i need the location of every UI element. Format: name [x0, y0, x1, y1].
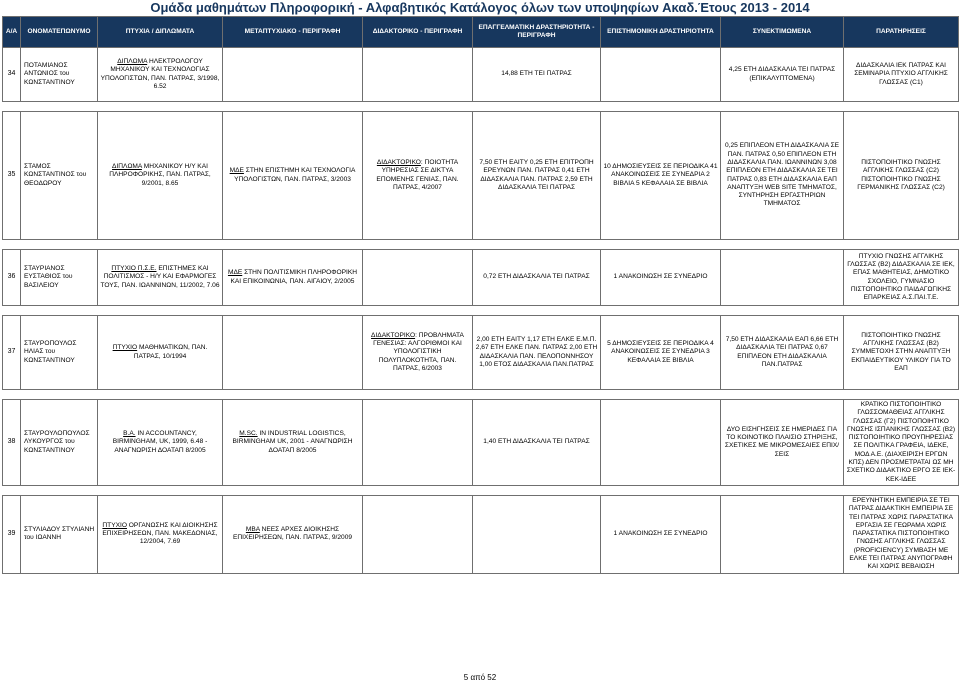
- table-row: [3, 48, 959, 102]
- notes-cell-notes-text: ΚΡΑΤΙΚΟ ΠΙΣΤΟΠΟΙΗΤΙΚΟ ΓΛΩΣΣΟΜΑΘΕΙΑΣ ΑΓΓΛΙΚΗΣ ΓΛΩΣΣΑΣ (Γ2) ΠΙΣΤΟΠΟΙΗΤΙΚΟ ΓΝΩΣΗΣ ΙΣΠΑΝΙΚΗΣ ΓΛΩΣΣΑΣ (Β2) ΠΙΣΤΟΠΟΙΗΤΙΚΟ ΠΡΟΥΠΗΡΕΣΙΑΣ ΣΕ ΠΟΛΙΤΙΚΑ ΓΡΑΦΕΙΑ, ΙΔΕΚΕ, ΜΟΔ Α.Ε. (ΔΙΑΧΕΙΡΙΣΗ ΕΡΓΩΝ ΚΠΣ) ΔΕΝ ΠΡΟΣΜΕΤΡΑΤΑΙ ΩΣ ΜΗ ΣΧΕΤΙΚΟ ΔΙΔΑΚΤΙΚΟ ΕΡΓΟ ΣΕ ΙΕΚ-ΚΕΚ-ΙΔΕΕ: [846, 401, 956, 483]
- row-number-cell: [3, 250, 21, 306]
- evaluated-cell: [721, 48, 844, 102]
- professional-cell: [473, 48, 601, 102]
- masters-cell-master-u-text: ΜΔΕ: [229, 167, 244, 175]
- professional-cell-professional-text: 2,00 ΕΤΗ ΕΑΙΤΥ 1,17 ΕΤΗ ΕΛΚΕ Ε.Μ.Π. 2,67 ΕΤΗ ΕΛΚΕ ΠΑΝ. ΠΑΤΡΑΣ 2,00 ΕΤΗ ΔΙΔΑΣΚΑΛΙΑ ΠΑΝ. ΠΕΛΟΠΟΝΝΗΣΟΥ 1,00 ΕΤΟΣ ΔΙΔΑΣΚΑΛΙΑ ΠΑΝ.ΠΑΤΡΑΣ: [475, 335, 598, 368]
- scientific-cell: [601, 400, 721, 486]
- masters-cell-master-u-text: ΜΒΑ: [245, 526, 260, 533]
- phd-cell: [363, 400, 473, 486]
- phd-cell-phd-u-text: ΔΙΔΑΚΤΟΡΙΚΟ: [376, 158, 421, 166]
- evaluated-cell: [721, 250, 844, 306]
- notes-cell-notes-text: ΔΙΔΑΣΚΑΛΙΑ ΙΕΚ ΠΑΤΡΑΣ ΚΑΙ ΣΕΜΙΝΑΡΙΑ ΠΤΥΧΙΟ ΑΓΓΛΙΚΗΣ ΓΛΩΣΣΑΣ (C1): [854, 62, 948, 86]
- separator-cell: [98, 485, 223, 495]
- candidate-name-cell-name-text: ΣΤΑΥΡΟΥΛΟΠΟΥΛΟΣ ΛΥΚΟΥΡΓΟΣ του ΚΩΝΣΤΑΝΤΙΝΟΥ: [24, 430, 90, 454]
- degree-cell-degree-text: ΗΛΕΚΤΡΟΛΟΓΟΥ ΜΗΧΑΝΙΚΟΥ ΚΑΙ ΤΕΧΝΟΛΟΓΙΑΣ ΥΠΟΛΟΓΙΣΤΩΝ, ΠΑΝ. ΠΑΤΡΑΣ, 3/1998, 6.52: [100, 57, 220, 90]
- evaluated-cell-evaluated-text: ΔΥΟ ΕΙΣΗΓΗΣΕΙΣ ΣΕ ΗΜΕΡΙΔΕΣ ΓΙΑ ΤΟ ΚΟΙΝΟΤΙΚΟ ΠΛΑΙΣΙΟ ΣΤΗΡΙΞΗΣ, ΣΧΕΤΙΚΕΣ ΜΕ ΜΙΚΡΟΜΕΣΑΙΕΣ ΕΠΙΧ/ΣΕΙΣ: [724, 425, 840, 458]
- separator-cell: [363, 306, 473, 316]
- table-row: [3, 112, 959, 240]
- notes-cell-notes-text: ΕΡΕΥΝΗΤΙΚΗ ΕΜΠΕΙΡΙΑ ΣΕ ΤΕΙ ΠΑΤΡΑΣ ΔΙΔΑΚΤΙΚΗ ΕΜΠΕΙΡΙΑ ΣΕ ΤΕΙ ΠΑΤΡΑΣ ΧΩΡΙΣ ΠΑΡΑΣΤΑΤΙΚΑ ΕΡΓΑΣΙΑ ΣΕ ΓΕΩΡΑΜΑ ΧΩΡΙΣ ΠΑΡΑΣΤΑΤΙΚΑ ΠΙΣΤΟΠΟΙΗΤΙΚΟ ΓΝΩΣΗΣ ΑΓΓΛΙΚΗΣ ΓΛΩΣΣΑΣ (PROFICIENCY) ΣΥΜΒΑΣΗ ΜΕ ΕΛΚΕ ΤΕΙ ΠΑΤΡΑΣ ΑΝΥΠΟΓΡΑΦΗ ΚΑΙ ΧΩΡΙΣ ΒΕΒΑΙΩΣΗ: [848, 496, 954, 571]
- scientific-cell-scientific-text: 1 ΑΝΑΚΟΙΝΩΣΗ ΣΕ ΣΥΝΕΔΡΙΟ: [613, 530, 708, 538]
- separator-cell: [473, 102, 601, 112]
- separator-cell: [473, 240, 601, 250]
- row-number-cell-num-text: 35: [7, 171, 16, 179]
- degree-cell-degree-text: ΜΑΘΗΜΑΤΙΚΩΝ, ΠΑΝ. ΠΑΤΡΑΣ, 10/1994: [133, 344, 208, 360]
- separator-cell: [3, 485, 21, 495]
- candidate-name-cell-name-text: ΣΤΑΥΡΙΑΝΟΣ ΕΥΣΤΑΘΙΟΣ του ΒΑΣΙΛΕΙΟΥ: [24, 265, 73, 289]
- scientific-cell: [601, 316, 721, 390]
- degree-cell: [98, 400, 223, 486]
- candidate-name-cell-name-text: ΠΟΤΑΜΙΑΝΟΣ ΑΝΤΩΝΙΟΣ του ΚΩΝΣΤΑΝΤΙΝΟΥ: [24, 62, 75, 86]
- professional-cell: [473, 495, 601, 573]
- candidate-name-cell: [21, 316, 98, 390]
- notes-cell-notes-text: ΠΤΥΧΙΟ ΓΝΩΣΗΣ ΑΓΓΛΙΚΗΣ ΓΛΩΣΣΑΣ (Β2) ΔΙΔΑΣΚΑΛΙΑ ΣΕ ΙΕΚ, ΕΠΑΣ ΜΑΘΗΤΕΙΑΣ, ΔΗΜΟΤΙΚΟ ΣΧΟΛΕΙΟ, ΓΥΜΝΑΣΙΟ ΠΙΣΤΟΠΟΙΗΤΙΚΟ ΠΑΙΔΑΓΩΓΙΚΗΣ ΕΠΑΡΚΕΙΑΣ Α.Σ.ΠΑΙ.Τ.Ε.: [847, 252, 955, 302]
- row-number-cell-num-text: 37: [7, 348, 16, 356]
- candidate-name-cell: [21, 112, 98, 240]
- notes-cell: [844, 316, 959, 390]
- masters-cell: [223, 400, 363, 486]
- phd-cell-phd-u-text: ΔΙΔΑΚΤΟΡΙΚΟ: [371, 331, 416, 339]
- separator-cell: [721, 240, 844, 250]
- separator-cell: [363, 485, 473, 495]
- separator-cell: [21, 102, 98, 112]
- degree-cell-degree-text: ΜΗΧΑΝΙΚΟΥ Η/Υ ΚΑΙ ΠΛΗΡΟΦΟΡΙΚΗΣ, ΠΑΝ. ΠΑΤΡΑΣ, 9/2001, 8.65: [109, 163, 211, 187]
- masters-cell: [223, 316, 363, 390]
- separator-cell: [3, 102, 21, 112]
- separator-cell: [473, 306, 601, 316]
- professional-cell: [473, 250, 601, 306]
- scientific-cell-scientific-text: 1 ΑΝΑΚΟΙΝΩΣΗ ΣΕ ΣΥΝΕΔΡΙΟ: [613, 273, 708, 281]
- professional-cell-professional-text: 0,72 ΕΤΗ ΔΙΔΑΣΚΑΛΙΑ ΤΕΙ ΠΑΤΡΑΣ: [483, 273, 590, 281]
- header-scientific: ΕΠΙΣΤΗΜΟΝΙΚΗ ΔΡΑΣΤΗΡΙΟΤΗΤΑ: [601, 17, 721, 48]
- separator-cell: [98, 306, 223, 316]
- evaluated-cell-evaluated-text: 7,50 ΕΤΗ ΔΙΔΑΣΚΑΛΙΑ ΕΑΠ 6,66 ΕΤΗ ΔΙΔΑΣΚΑΛΙΑ ΤΕΙ ΠΑΤΡΑΣ 0,67 ΕΠΙΠΛΕΟΝ ΕΤΗ ΔΙΔΑΣΚΑΛΙΑ ΠΑΝ.ΠΑΤΡΑΣ: [725, 335, 839, 368]
- row-separator: [3, 485, 959, 495]
- separator-cell: [21, 306, 98, 316]
- evaluated-cell-evaluated-text: 4,25 ΕΤΗ ΔΙΔΑΣΚΑΛΙΑ ΤΕΙ ΠΑΤΡΑΣ (ΕΠΙΚΑΛΥΠΤΟΜΕΝΑ): [728, 66, 836, 82]
- row-number-cell-num-text: 39: [7, 530, 16, 538]
- separator-cell: [844, 390, 959, 400]
- separator-cell: [601, 485, 721, 495]
- separator-cell: [363, 240, 473, 250]
- degree-cell-degree-u-text: B.A.: [123, 430, 136, 438]
- row-number-cell-num-text: 36: [7, 273, 16, 281]
- table-row: [3, 495, 959, 573]
- degree-cell-degree-text: ΟΡΓΑΝΩΣΗΣ ΚΑΙ ΔΙΟΙΚΗΣΗΣ ΕΠΙΧΕΙΡΗΣΕΩΝ, ΠΑΝ. ΜΑΚΕΔΟΝΙΑΣ, 12/2004, 7.69: [102, 521, 218, 546]
- separator-cell: [473, 485, 601, 495]
- row-separator: [3, 102, 959, 112]
- separator-cell: [98, 390, 223, 400]
- degree-cell-degree-u-text: ΠΤΥΧΙΟ: [112, 344, 138, 352]
- separator-cell: [601, 390, 721, 400]
- separator-cell: [3, 306, 21, 316]
- header-aa: Α/Α: [3, 17, 21, 48]
- header-masters: ΜΕΤΑΠΤΥΧΙΑΚΟ - ΠΕΡΙΓΡΑΦΗ: [223, 17, 363, 48]
- separator-cell: [223, 390, 363, 400]
- candidate-name-cell: [21, 400, 98, 486]
- phd-cell: [363, 48, 473, 102]
- separator-cell: [21, 240, 98, 250]
- candidate-name-cell-name-text: ΣΤΥΛΙΑΔΟΥ ΣΤΥΛΙΑΝΗ του ΙΩΑΝΝΗ: [24, 526, 95, 542]
- row-number-cell: [3, 112, 21, 240]
- degree-cell-degree-u-text: ΔΙΠΛΩΜΑ: [112, 163, 142, 171]
- separator-cell: [844, 240, 959, 250]
- degree-cell-degree-u-text: ΠΤΥΧΙΟ Π.Σ.Ε.: [111, 265, 157, 273]
- header-notes: ΠΑΡΑΤΗΡΗΣΕΙΣ: [844, 17, 959, 48]
- header-professional: ΕΠΑΓΓΕΛΜΑΤΙΚΗ ΔΡΑΣΤΗΡΙΟΤΗΤΑ - ΠΕΡΙΓΡΑΦΗ: [473, 17, 601, 48]
- phd-cell: [363, 495, 473, 573]
- separator-cell: [601, 306, 721, 316]
- evaluated-cell: [721, 316, 844, 390]
- separator-cell: [721, 485, 844, 495]
- masters-cell: [223, 48, 363, 102]
- notes-cell: [844, 400, 959, 486]
- separator-cell: [721, 102, 844, 112]
- row-number-cell: [3, 400, 21, 486]
- candidate-name-cell: [21, 250, 98, 306]
- separator-cell: [363, 102, 473, 112]
- scientific-cell: [601, 48, 721, 102]
- table-row: [3, 250, 959, 306]
- separator-cell: [98, 102, 223, 112]
- professional-cell: [473, 400, 601, 486]
- table-row: [3, 400, 959, 486]
- degree-cell-degree-text: ΕΠΙΣΤΗΜΕΣ ΚΑΙ ΠΟΛΙΤΙΣΜΟΣ - Η/Υ ΚΑΙ ΕΦΑΡΜΟΓΕΣ ΤΟΥΣ, ΠΑΝ. ΙΩΑΝΝΙΝΩΝ, 11/2002, 7.06: [100, 265, 220, 289]
- masters-cell-master-text: ΣΤΗΝ ΕΠΙΣΤΗΜΗ ΚΑΙ ΤΕΧΝΟΛΟΓΙΑ ΥΠΟΛΟΓΙΣΤΩΝ, ΠΑΝ. ΠΑΤΡΑΣ, 3/2003: [234, 167, 356, 183]
- row-separator: [3, 240, 959, 250]
- evaluated-cell: [721, 495, 844, 573]
- phd-cell-phd-text: : ΠΟΙΟΤΗΤΑ ΥΠΗΡΕΣΙΑΣ ΣΕ ΔΙΚΤΥΑ ΕΠΟΜΕΝΗΣ ΓΕΝΙΑΣ, ΠΑΝ. ΠΑΤΡΑΣ, 4/2007: [376, 158, 459, 191]
- masters-cell-master-u-text: ΜΔΕ: [227, 269, 243, 277]
- separator-cell: [223, 102, 363, 112]
- separator-cell: [844, 485, 959, 495]
- page-number: 5 από 52: [463, 673, 497, 682]
- separator-cell: [844, 306, 959, 316]
- scientific-cell-scientific-text: 10 ΔΗΜΟΣΙΕΥΣΕΙΣ ΣΕ ΠΕΡΙΟΔΙΚΑ 41 ΑΝΑΚΟΙΝΩΣΕΙΣ ΣΕ ΣΥΝΕΔΡΙΑ 2 ΒΙΒΛΙΑ 5 ΚΕΦΑΛΑΙΑ ΣΕ ΒΙΒΛΙΑ: [603, 163, 718, 187]
- header-phd: ΔΙΔΑΚΤΟΡΙΚΟ - ΠΕΡΙΓΡΑΦΗ: [363, 17, 473, 48]
- header-evaluated: ΣΥΝΕΚΤΙΜΩΜΕΝΑ: [721, 17, 844, 48]
- separator-cell: [3, 390, 21, 400]
- separator-cell: [21, 390, 98, 400]
- professional-cell: [473, 112, 601, 240]
- evaluated-cell: [721, 400, 844, 486]
- professional-cell: [473, 316, 601, 390]
- table-row: [3, 316, 959, 390]
- masters-cell-master-text: ΝΕΕΣ ΑΡΧΕΣ ΔΙΟΙΚΗΣΗΣ ΕΠΙΧΕΙΡΗΣΕΩΝ, ΠΑΝ. ΠΑΤΡΑΣ, 9/2009: [232, 526, 353, 542]
- professional-cell-professional-text: 1,40 ΕΤΗ ΔΙΔΑΣΚΑΛΙΑ ΤΕΙ ΠΑΤΡΑΣ: [483, 438, 590, 446]
- candidate-name-cell: [21, 495, 98, 573]
- scientific-cell: [601, 495, 721, 573]
- separator-cell: [21, 485, 98, 495]
- masters-cell-master-u-text: M.SC.: [239, 430, 258, 438]
- row-separator: [3, 306, 959, 316]
- masters-cell-master-text: IN INDUSTRIAL LOGISTICS, BIRMINGHAM UK, 2001 - ΑΝΑΓΝΩΡΙΣΗ ΔΟΑΤΑΠ 8/2005: [232, 430, 353, 454]
- degree-cell-degree-text: IN ACCOUNTANCY, BIRMINGHAM, UK, 1999, 6.48 - ΑΝΑΓΝΩΡΙΣΗ ΔΟΑΤΑΠ 8/2005: [112, 430, 208, 454]
- degree-cell-degree-u-text: ΠΤΥΧΙΟ: [102, 521, 127, 529]
- separator-cell: [473, 390, 601, 400]
- row-number-cell: [3, 495, 21, 573]
- notes-cell-notes-text: ΠΙΣΤΟΠΟΙΗΤΙΚΟ ΓΝΩΣΗΣ ΑΓΓΛΙΚΗΣ ΓΛΩΣΣΑΣ (Β2) ΣΥΜΜΕΤΟΧΗ ΣΤΗΝ ΑΝΑΠΤΥΞΗ ΕΚΠΑΙΔΕΥΤΙΚΟΥ ΥΛΙΚΟΥ ΓΙΑ ΤΟ ΕΑΠ: [851, 331, 951, 372]
- professional-cell-professional-text: 14,88 ΕΤΗ ΤΕΙ ΠΑΤΡΑΣ: [501, 70, 572, 78]
- scientific-cell-scientific-text: 5 ΔΗΜΟΣΙΕΥΣΕΙΣ ΣΕ ΠΕΡΙΟΔΙΚΑ 4 ΑΝΑΚΟΙΝΩΣΕΙΣ ΣΕ ΣΥΝΕΔΡΙΑ 3 ΚΕΦΑΛΑΙΑ ΣΕ ΒΙΒΛΙΑ: [607, 340, 714, 364]
- masters-cell: [223, 495, 363, 573]
- row-number-cell-num-text: 34: [7, 70, 16, 78]
- candidates-table: [2, 16, 959, 574]
- evaluated-cell-evaluated-text: 0,25 ΕΠΙΠΛΕΟΝ ΕΤΗ ΔΙΔΑΣΚΑΛΙΑ ΣΕ ΠΑΝ. ΠΑΤΡΑΣ 0,50 ΕΠΙΠΛΕΟΝ ΕΤΗ ΔΙΔΑΣΚΑΛΙΑ ΠΑΝ. ΙΩΑΝΝΙΝΩΝ 3,08 ΕΠΙΠΛΕΟΝ ΕΤΗ ΔΙΔΑΣΚΑΛΙΑ ΣΕ ΤΕΙ ΠΑΤΡΑΣ 0,83 ΕΤΗ ΔΙΔΑΣΚΑΛΙΑ ΕΑΠ ΑΝΑΠΤΥΞΗ WEB SITE ΤΜΗΜΑΤΟΣ, ΣΥΝΤΗΡΗΣΗ ΕΡΓΑΣΤΗΡΙΩΝ ΤΜΗΜΑΤΟΣ: [724, 142, 840, 208]
- degree-cell: [98, 250, 223, 306]
- header-name: ΟΝΟΜΑΤΕΠΩΝΥΜΟ: [21, 17, 98, 48]
- phd-cell-phd-text: : ΠΡΟΒΛΗΜΑΤΑ ΓΕΝΕΣΙΑΣ: ΑΛΓΟΡΙΘΜΟΙ ΚΑΙ ΥΠΟΛΟΓΙΣΤΙΚΗ ΠΟΛΥΠΛΟΚΟΤΗΤΑ, ΠΑΝ. ΠΑΤΡΑΣ, 6/2003: [373, 331, 464, 372]
- professional-cell-professional-text: 7,50 ΕΤΗ ΕΑΙΤΥ 0,25 ΕΤΗ ΕΠΙΤΡΟΠΗ ΕΡΕΥΝΩΝ ΠΑΝ. ΠΑΤΡΑΣ 0,41 ΕΤΗ ΔΙΔΑΣΚΑΛΙΑ ΠΑΝ. ΠΑΤΡΑΣ 2,59 ΕΤΗ ΔΙΔΑΣΚΑΛΙΑ ΤΕΙ ΠΑΤΡΑΣ: [479, 158, 594, 191]
- notes-cell: [844, 48, 959, 102]
- notes-cell-notes-text: ΠΙΣΤΟΠΟΙΗΤΙΚΟ ΓΝΩΣΗΣ ΑΓΓΛΙΚΗΣ ΓΛΩΣΣΑΣ (C2) ΠΙΣΤΟΠΟΙΗΤΙΚΟ ΓΝΩΣΗΣ ΓΕΡΜΑΝΙΚΗΣ ΓΛΩΣΣΑΣ (C2): [857, 158, 945, 191]
- separator-cell: [98, 240, 223, 250]
- degree-cell-degree-u-text: ΔΙΠΛΩΜΑ: [117, 57, 148, 65]
- candidate-name-cell: [21, 48, 98, 102]
- header-row: [3, 17, 959, 48]
- phd-cell: [363, 250, 473, 306]
- scientific-cell: [601, 112, 721, 240]
- separator-cell: [363, 390, 473, 400]
- scientific-cell: [601, 250, 721, 306]
- separator-cell: [721, 390, 844, 400]
- phd-cell: [363, 112, 473, 240]
- separator-cell: [844, 102, 959, 112]
- masters-cell: [223, 250, 363, 306]
- separator-cell: [3, 240, 21, 250]
- separator-cell: [223, 240, 363, 250]
- notes-cell: [844, 250, 959, 306]
- phd-cell: [363, 316, 473, 390]
- separator-cell: [721, 306, 844, 316]
- candidate-name-cell-name-text: ΣΤΑΜΟΣ ΚΩΝΣΤΑΝΤΙΝΟΣ του ΘΕΟΔΩΡΟΥ: [24, 163, 87, 187]
- row-number-cell: [3, 316, 21, 390]
- separator-cell: [601, 102, 721, 112]
- evaluated-cell: [721, 112, 844, 240]
- degree-cell: [98, 495, 223, 573]
- page-title: Ομάδα μαθημάτων Πληροφορική - Αλφαβητικός Κατάλογος όλων των υποψηφίων Ακαδ.Έτους 2013 - 2014: [150, 0, 810, 15]
- degree-cell: [98, 316, 223, 390]
- row-number-cell: [3, 48, 21, 102]
- separator-cell: [223, 306, 363, 316]
- header-degrees: ΠΤΥΧΙΑ / ΔΙΠΛΩΜΑΤΑ: [98, 17, 223, 48]
- masters-cell-master-text: ΣΤΗΝ ΠΟΛΙΤΙΣΜΙΚΗ ΠΛΗΡΟΦΟΡΙΚΗ ΚΑΙ ΕΠΙΚΟΙΝΩΝΙΑ, ΠΑΝ. ΑΙΓΑΙΟΥ, 2/2005: [230, 269, 358, 285]
- separator-cell: [223, 485, 363, 495]
- notes-cell: [844, 495, 959, 573]
- candidate-name-cell-name-text: ΣΤΑΥΡΟΠΟΥΛΟΣ ΗΛΙΑΣ του ΚΩΝΣΤΑΝΤΙΝΟΥ: [24, 340, 77, 364]
- row-number-cell-num-text: 38: [7, 438, 16, 446]
- separator-cell: [601, 240, 721, 250]
- notes-cell: [844, 112, 959, 240]
- degree-cell: [98, 112, 223, 240]
- degree-cell: [98, 48, 223, 102]
- masters-cell: [223, 112, 363, 240]
- row-separator: [3, 390, 959, 400]
